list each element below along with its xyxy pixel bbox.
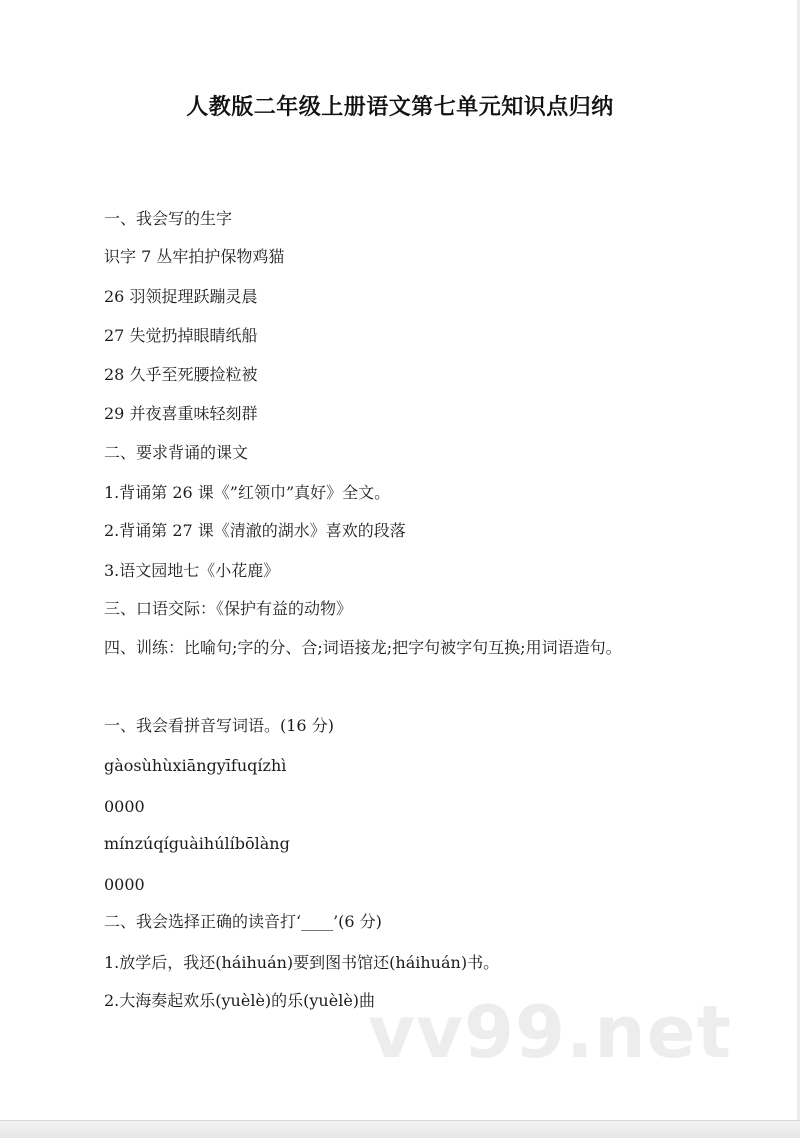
exercise-heading: 二、我会选择正确的读音打‘____’(6 分) [104,912,382,931]
section-heading: 一、我会写的生字 [104,209,233,228]
text-line: 1.背诵第 26 课《”红领巾”真好》全文。 [104,483,391,502]
pinyin-line: mínzúqíguàihúlíbōlàng [104,834,290,853]
section-heading: 四、训练：比喻句;字的分、合;词语接龙;把字句被字句互换;用词语造句。 [104,638,622,657]
section-heading: 三、口语交际：《保护有益的动物》 [104,599,353,618]
page-bottom-edge [0,1120,800,1138]
document-title: 人教版二年级上册语文第七单元知识点归纳 [186,95,614,120]
text-line: 29 并夜喜重味轻刻群 [104,404,258,423]
text-line: 28 久乎至死腰捡粒被 [104,365,258,384]
answer-boxes: 0000 [104,875,145,894]
text-line: 1.放学后，我还(háihuán)要到图书馆还(háihuán)书。 [104,953,500,972]
text-line: 2.背诵第 27 课《清澈的湖水》喜欢的段落 [104,521,406,540]
text-line: 26 羽领捉理跃蹦灵晨 [104,287,258,306]
text-line: 2.大海奏起欢乐(yuèlè)的乐(yuèlè)曲 [104,991,376,1010]
answer-boxes: 0000 [104,797,145,816]
exercise-heading: 一、我会看拼音写词语。(16 分) [104,716,334,735]
pinyin-line: gàosùhùxiāngyīfuqízhì [104,756,287,775]
watermark: vv99.net [368,990,732,1074]
text-line: 识字 7 丛牢拍护保物鸡猫 [104,247,285,266]
text-line: 27 失觉扔掉眼睛纸船 [104,326,258,345]
text-line: 3.语文园地七《小花鹿》 [104,561,280,580]
section-heading: 二、要求背诵的课文 [104,443,249,462]
